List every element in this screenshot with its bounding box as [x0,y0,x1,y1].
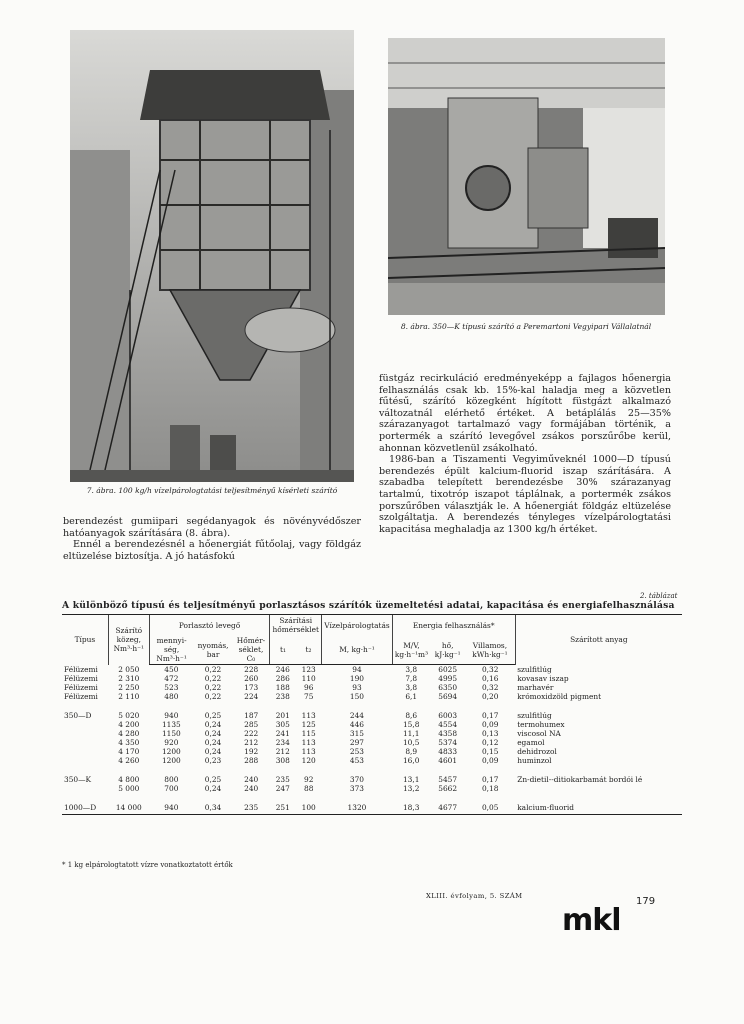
header-heat: hő, kJ·kg⁻¹ [430,635,465,665]
table-cell-temp: 173 [244,683,259,692]
table-cell-m: 373 [349,784,365,793]
table-cell-el: 0,16 [481,674,499,683]
table-cell-mv: 16,0 [402,756,420,765]
table-cell-t1: 235 [275,775,290,784]
table-cell-temp: 192 [244,747,259,756]
header-atomizing-air: Porlasztó levegő [149,615,270,636]
table-cell-temp: 228 [244,665,259,674]
table-cell-medium: 2 110 [118,692,140,701]
table-cell-qty: 700 [164,784,179,793]
table-cell-temp: 224 [244,692,259,701]
table-cell-t1: 201 [275,711,290,720]
table-cell-type: Félüzemi [64,664,98,674]
header-t2: t₂ [296,635,322,665]
table-cell-t2: 100 [296,803,322,815]
table-cell-medium: 4 170 [118,747,140,756]
table-row [62,720,682,729]
table-cell-type: 350—K [64,775,92,784]
table-cell-medium: 2 310 [118,674,140,683]
table-cell-el: 0,32 [481,683,499,692]
table-cell-t2: 120 [301,756,316,765]
table-cell-mv: 13,1 [402,775,420,784]
table-row [62,683,682,692]
table-cell-type: Félüzemi [64,674,98,683]
table-cell-qty: 940 [164,711,179,720]
table-cell-temp: 240 [244,775,259,784]
table-cell-el: 0,17 [481,711,499,720]
table-cell-el: 0,17 [481,775,499,784]
table-row [62,738,682,747]
table-footnote: * 1 kg elpárologtatott vízre vonatkoztatott értők [62,861,233,869]
table-cell-material: marhavér [517,683,554,692]
table-cell-m: 93 [352,683,362,692]
right-column-text [379,373,671,535]
left-paragraph-1: berendezést gumiipari segédanyagok és növényvédőszer hatóanyagok szárítására (8. ábra). [63,516,361,539]
table-cell-m: 150 [349,692,365,701]
table-cell-t1: 246 [275,665,290,674]
table-cell-medium: 2 050 [118,664,140,674]
table-cell-t2: 113 [301,711,316,720]
table-cell-t1: 247 [275,784,290,793]
table-cell-t2: 123 [301,665,316,674]
header-drying-temp: Szárítási hőmérséklet [270,615,322,636]
table-cell-heat: 6003 [438,711,458,720]
figure-8-caption: 8. ábra. 350—K típusú szárító a Peremartoni Vegyipari Vállalatnál [400,322,652,331]
table-cell-pressure: 0,34 [193,803,232,815]
table-cell-medium: 4 280 [118,729,140,738]
table-cell-material: krómoxidzöld pigment [517,692,602,701]
table-row [62,665,682,675]
table-cell-t1: 305 [275,720,290,729]
table-cell-mv: 8,9 [405,747,418,756]
table-cell-temp: 288 [244,756,259,765]
table-row [62,692,682,701]
right-paragraph-1: füstgáz recirkuláció eredményeképp a fajlagos hőenergia felhasználás csak kb. 15%-kal haladja meg a közvetlen fűtésű, szárító közegként hígított füstgázt alkalmazó változatnál elérhető értéket. A betáplálás 25—35% szárazanyagot tartalmazó vagy formájában történik, a portermék a szárító levegővel zsákos porszűrőbe kerül, ahonnan közvetlenül zsákolható. [379,373,671,454]
table-cell-t1: 212 [275,747,290,756]
table-cell-mv: 11,1 [402,729,420,738]
table-cell-temp: 260 [244,674,259,683]
table-cell-temp: 212 [244,738,259,747]
table-cell-material: Zn-dietil--ditiokarbamát bordói lé [517,775,643,784]
table-cell-pressure: 0,24 [204,729,222,738]
table-cell-type [62,720,108,729]
table-cell-el: 0,18 [481,784,499,793]
table-cell-temp: 222 [244,729,259,738]
header-m: M, kg·h⁻¹ [322,635,393,665]
table-cell-t1: 286 [275,674,290,683]
table-cell-t2: 110 [301,674,316,683]
table-cell-heat: 4358 [438,729,458,738]
table-cell-medium: 2 250 [118,683,140,692]
table-cell-t1: 308 [275,756,290,765]
table-row [62,747,682,756]
table-cell-qty: 1200 [161,756,181,765]
table-cell-pressure: 0,22 [204,683,222,692]
table-cell-el: 0,32 [481,665,499,674]
table-cell-medium: 5 000 [118,784,140,793]
table-cell-type [62,747,108,756]
header-quantity: mennyi-ség, Nm³·h⁻¹ [149,635,193,665]
table-cell-pressure: 0,25 [204,775,222,784]
table-cell-medium: 4 260 [118,756,140,765]
table-cell-mv: 13,2 [402,784,420,793]
table-cell-pressure: 0,24 [204,720,222,729]
table-cell-heat: 6025 [438,665,458,674]
table-cell-pressure: 0,22 [204,674,222,683]
spacer-cell [62,701,682,711]
header-energy: Energia felhasználás* [392,615,515,636]
table-cell-mv: 7,8 [405,674,418,683]
table-cell-t2: 125 [301,720,316,729]
table-row [62,729,682,738]
table-cell-material: kalcium-fluorid [515,803,682,815]
table-cell-heat: 6350 [438,683,458,692]
table-cell-heat: 5662 [438,784,458,793]
table-cell-el: 0,05 [465,803,515,815]
table-cell-t2: 115 [301,729,316,738]
table-row [62,803,682,815]
table-cell-t2: 75 [304,692,314,701]
table-cell-type: 1000—D [62,803,108,815]
table-cell-heat: 5457 [438,775,458,784]
table-cell-heat: 4833 [438,747,458,756]
table-cell-t1: 234 [275,738,290,747]
table-group-spacer [62,765,682,775]
table-cell-material: viscosol NA [517,729,561,738]
issue-label: XLIII. évfolyam, 5. SZÁM [426,892,523,900]
figure-7-photo [70,30,354,482]
table-cell-el: 0,09 [481,720,499,729]
table-cell-temp: 235 [233,803,270,815]
table-cell-mv: 6,1 [405,692,418,701]
table-cell-m: 297 [349,738,365,747]
table-cell-el: 0,13 [481,729,499,738]
table-title: A különböző típusú és teljesítményű porlasztásos szárítók üzemeltetési adatai, kapacitása és energiafelhasználása [62,600,675,611]
table-row [62,775,682,784]
table-cell-type: Félüzemi [64,692,98,701]
table-cell-m: 453 [349,756,365,765]
table-cell-pressure: 0,23 [204,756,222,765]
table-row [62,711,682,720]
spacer-cell [62,793,682,803]
table-cell-type [62,784,108,793]
table-cell-m: 1320 [322,803,393,815]
header-type: Típus [62,615,108,665]
right-paragraph-2: 1986-ban a Tiszamenti Vegyiműveknél 1000—D típusú berendezés épült kalcium-fluorid iszap szárítására. A szabadba telepített berendezésbe 30% szárazanyag tartalmú, tixotróp iszapot táplálnak, a portermék zsákos porszűrőben választják le. A hőenergiát földgáz eltüzelése szolgáltatja. A berendezés tényleges vízelpárologtatási kapacitása meghaladja az 1300 kg/h értéket. [379,454,671,535]
table-row [62,756,682,765]
table-cell-m: 94 [352,665,362,674]
table-cell-material: egamol [517,738,545,747]
table-cell-mv: 10,5 [402,738,420,747]
figure-7-caption: 7. ábra. 100 kg/h vízelpárologtatási teljesítményű kísérleti szárító [86,486,338,495]
header-t1: t₁ [270,635,296,665]
header-evaporation: Vízelpárologtatás [322,615,393,636]
table-cell-type: 350—D [64,711,92,720]
table-cell-heat: 4601 [438,756,458,765]
table-cell-material: kovasav iszap [517,674,569,683]
table-cell-t1: 251 [270,803,296,815]
table-cell-heat: 4995 [438,674,458,683]
table-number: 2. táblázat [640,592,678,600]
table-cell-temp: 240 [244,784,259,793]
table-cell-pressure: 0,24 [204,784,222,793]
table-cell-type: Félüzemi [64,683,98,692]
mkl-logo: mkl [562,903,621,938]
table-cell-pressure: 0,22 [204,665,222,674]
table-cell-t2: 96 [304,683,314,692]
table-body [62,665,682,815]
data-table [62,614,682,815]
header-mv: M/V, kg·h⁻¹m³ [392,635,430,665]
table-cell-el: 0,20 [481,692,499,701]
page-number: 179 [636,896,656,907]
table-cell-t1: 188 [275,683,290,692]
table-cell-qty: 480 [164,692,179,701]
table-cell-material: huminzol [517,756,552,765]
table-cell-pressure: 0,22 [204,692,222,701]
table-cell-qty: 800 [164,775,179,784]
table-cell-pressure: 0,24 [204,738,222,747]
header-material: Szárított anyag [515,615,682,665]
table-cell-material [515,784,682,793]
table-cell-material: szulfitlúg [517,664,552,674]
table-cell-qty: 920 [164,738,179,747]
header-drying-medium: Szárító közeg, Nm³·h⁻¹ [108,615,149,665]
table-cell-qty: 1150 [161,729,181,738]
table-cell-m: 244 [349,711,365,720]
table-cell-medium: 4 800 [118,775,140,784]
table-cell-type [62,756,108,765]
table-cell-mv: 3,8 [405,683,418,692]
table-cell-temp: 187 [244,711,259,720]
table-cell-pressure: 0,24 [204,747,222,756]
table-cell-m: 190 [349,674,365,683]
table-cell-mv: 18,3 [392,803,430,815]
table-cell-t2: 113 [301,747,316,756]
spacer-cell [62,765,682,775]
table-cell-qty: 472 [164,674,179,683]
table-cell-qty: 940 [149,803,193,815]
table-cell-material: dehidrozol [517,747,557,756]
table-cell-el: 0,15 [481,747,499,756]
table-cell-heat: 5694 [438,692,458,701]
table-cell-medium: 4 200 [118,720,140,729]
table-cell-qty: 450 [164,665,179,674]
table-group-spacer [62,701,682,711]
table-cell-material: termohumex [517,720,565,729]
table-cell-m: 253 [349,747,365,756]
header-temperature: Hőmér-séklet, C₀ [233,635,270,665]
table-row [62,674,682,683]
table-cell-heat: 4554 [438,720,458,729]
table-cell-medium: 5 020 [118,711,140,720]
table-cell-el: 0,09 [481,756,499,765]
header-electric: Villamos, kWh·kg⁻¹ [465,635,515,665]
table-cell-el: 0,12 [481,738,499,747]
table-cell-temp: 285 [244,720,259,729]
table-cell-material: szulfitlúg [517,711,552,720]
table-cell-t2: 92 [304,775,314,784]
table-cell-type [62,729,108,738]
table-group-spacer [62,793,682,803]
table-cell-qty: 1200 [161,747,181,756]
table-cell-m: 315 [349,729,365,738]
table-cell-t2: 88 [304,784,314,793]
table-cell-m: 446 [349,720,365,729]
header-pressure: nyomás, bar [193,635,232,665]
table-cell-pressure: 0,25 [204,711,222,720]
table-row [62,784,682,793]
left-paragraph-2: Ennél a berendezésnél a hőenergiát fűtőolaj, vagy földgáz eltüzelése biztosítja. A jó hatásfokú [63,539,361,562]
table-cell-heat: 4677 [430,803,465,815]
table-cell-t2: 113 [301,738,316,747]
table-cell-type [62,738,108,747]
table-cell-mv: 3,8 [405,665,418,674]
table-cell-t1: 238 [275,692,290,701]
table-cell-mv: 15,8 [402,720,420,729]
left-column-text [63,516,361,562]
table-cell-medium: 4 350 [118,738,140,747]
table-cell-heat: 5374 [438,738,458,747]
table-cell-qty: 1135 [161,720,181,729]
table-cell-qty: 523 [164,683,179,692]
table-cell-mv: 8,6 [405,711,418,720]
figure-8-photo [388,38,665,315]
table-cell-m: 370 [349,775,365,784]
table-cell-medium: 14 000 [108,803,149,815]
table-cell-t1: 241 [275,729,290,738]
